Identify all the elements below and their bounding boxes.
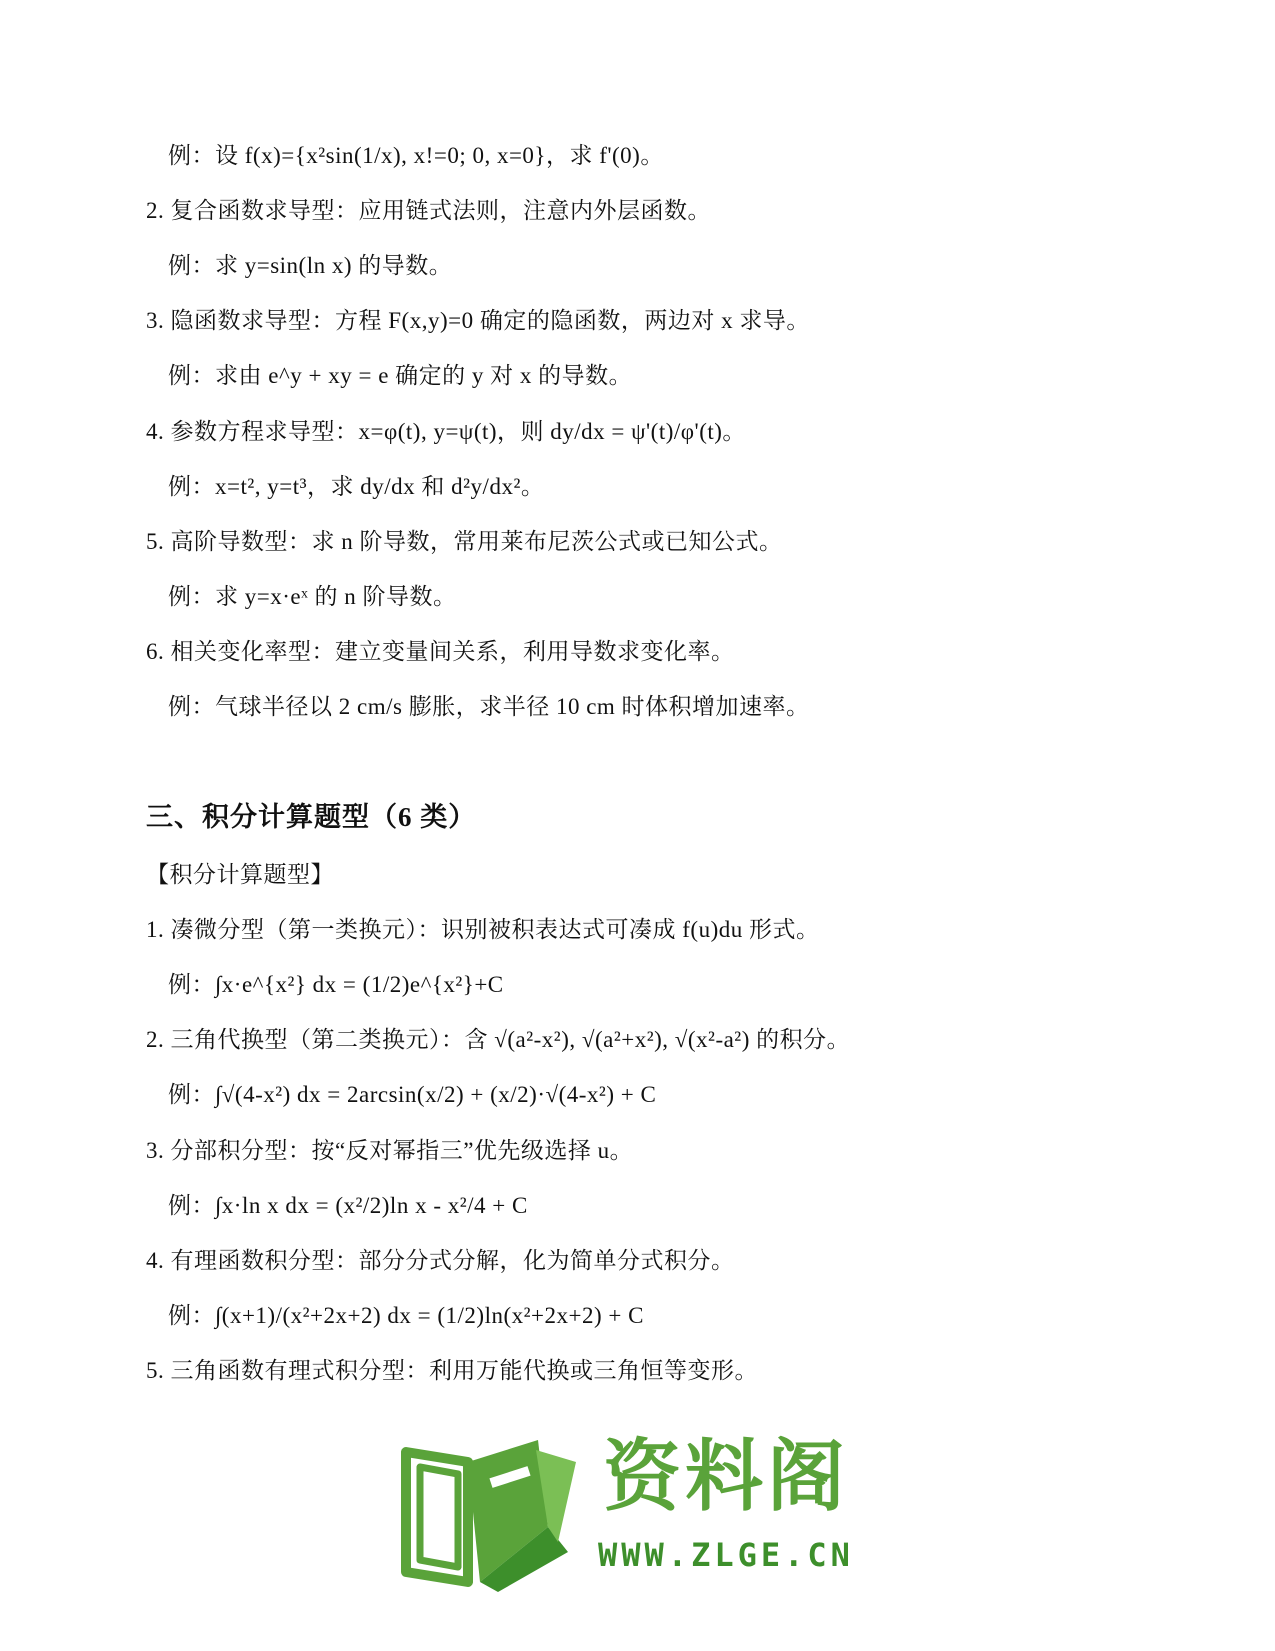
list-item: 4. 有理函数积分型：部分分式分解，化为简单分式积分。 bbox=[146, 1248, 735, 1273]
watermark-logo bbox=[398, 1432, 863, 1592]
list-item: 2. 复合函数求导型：应用链式法则，注意内外层函数。 bbox=[146, 198, 711, 223]
example-text: 例：设 f(x)={x²sin(1/x), x!=0; 0, x=0}，求 f'(0)。 bbox=[168, 143, 664, 168]
example-text: 例：气球半径以 2 cm/s 膨胀，求半径 10 cm 时体积增加速率。 bbox=[168, 694, 810, 719]
list-item: 1. 凑微分型（第一类换元）：识别被积表达式可凑成 f(u)du 形式。 bbox=[146, 917, 820, 942]
example-text: 例：∫x·e^{x²} dx = (1/2)e^{x²}+C bbox=[168, 972, 504, 997]
list-item: 6. 相关变化率型：建立变量间关系，利用导数求变化率。 bbox=[146, 639, 735, 664]
example-text: 例：∫x·ln x dx = (x²/2)ln x - x²/4 + C bbox=[168, 1193, 528, 1218]
list-item: 3. 隐函数求导型：方程 F(x,y)=0 确定的隐函数，两边对 x 求导。 bbox=[146, 308, 810, 333]
example-text: 例：求由 e^y + xy = e 确定的 y 对 x 的导数。 bbox=[168, 363, 633, 388]
example-text: 例：x=t², y=t³，求 dy/dx 和 d²y/dx²。 bbox=[168, 474, 545, 499]
section-subheading: 【积分计算题型】 bbox=[146, 862, 334, 887]
example-text: 例：求 y=x·eˣ 的 n 阶导数。 bbox=[168, 584, 457, 609]
example-text: 例：∫(x+1)/(x²+2x+2) dx = (1/2)ln(x²+2x+2) + C bbox=[168, 1303, 644, 1328]
watermark-name: 资料阁 bbox=[603, 1432, 850, 1522]
example-text: 例：∫√(4-x²) dx = 2arcsin(x/2) + (x/2)·√(4-x²) + C bbox=[168, 1082, 657, 1107]
list-item: 3. 分部积分型：按“反对幂指三”优先级选择 u。 bbox=[146, 1138, 634, 1163]
book-icon bbox=[398, 1432, 588, 1592]
list-item: 5. 高阶导数型：求 n 阶导数，常用莱布尼茨公式或已知公式。 bbox=[146, 529, 783, 554]
section-heading: 三、积分计算题型（6 类） bbox=[146, 802, 477, 832]
watermark-url: WWW.ZLGE.CN bbox=[598, 1536, 854, 1574]
example-text: 例：求 y=sin(ln x) 的导数。 bbox=[168, 253, 453, 278]
list-item: 4. 参数方程求导型：x=φ(t), y=ψ(t)，则 dy/dx = ψ'(t)/φ'(t)。 bbox=[146, 419, 746, 444]
list-item: 5. 三角函数有理式积分型：利用万能代换或三角恒等变形。 bbox=[146, 1358, 758, 1383]
list-item: 2. 三角代换型（第二类换元）：含 √(a²-x²), √(a²+x²), √(x²-a²) 的积分。 bbox=[146, 1027, 851, 1052]
